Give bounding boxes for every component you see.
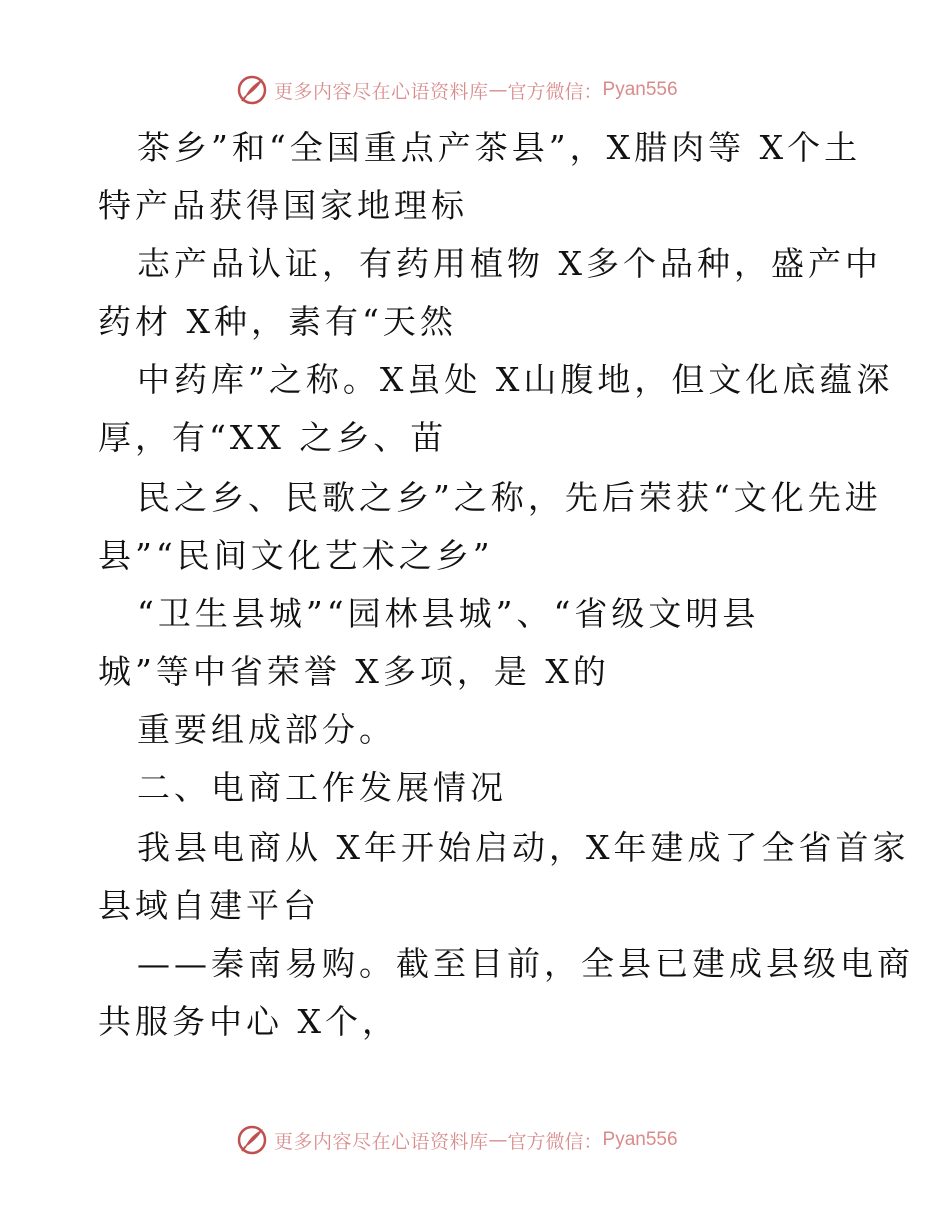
watermark-wechat-id: Pyan556: [602, 79, 678, 100]
quill-logo-icon: [236, 1124, 268, 1156]
body-line: ——秦南易购。截至目前，全县已建成县级电商: [137, 944, 914, 983]
body-line: 特产品获得国家地理标: [98, 186, 468, 225]
header-watermark: [236, 72, 678, 108]
watermark-wechat-id: Pyan556: [602, 1129, 678, 1150]
body-line: 我县电商从 X年开始启动，X年建成了全省首家: [137, 828, 910, 867]
watermark-separator: —: [488, 1129, 508, 1151]
watermark-separator: —: [488, 79, 508, 101]
body-line: 城”等中省荣誉 X多项，是 X的: [98, 652, 610, 691]
quill-logo-icon: [236, 74, 268, 106]
body-line: 药材 X种，素有“天然: [98, 302, 457, 341]
watermark-brand: 更多内容尽在心语资料库: [274, 80, 489, 103]
body-line: 中药库”之称。X虽处 X山腹地，但文化底蕴深: [137, 360, 894, 399]
body-line: 厚，有“XX 之乡、苗: [98, 418, 448, 457]
body-line: 民之乡、民歌之乡”之称，先后荣获“文化先进: [137, 478, 882, 517]
body-line: 茶乡”和“全国重点产茶县”，X腊肉等 X个土: [137, 128, 862, 167]
body-line: 县”“民间文化艺术之乡”: [98, 536, 494, 575]
body-line: “卫生县城”“园林县城”、“省级文明县: [137, 594, 760, 633]
watermark-official-label: 官方微信：: [507, 1130, 603, 1153]
body-line: 县域自建平台: [98, 886, 320, 925]
body-line: 共服务中心 X个，: [98, 1002, 399, 1041]
watermark-official-label: 官方微信：: [507, 80, 603, 103]
body-line: 重要组成部分。: [137, 710, 396, 749]
section-heading: 二、电商工作发展情况: [137, 768, 507, 807]
footer-watermark: [236, 1122, 678, 1158]
watermark-brand: 更多内容尽在心语资料库: [274, 1130, 489, 1153]
body-line: 志产品认证，有药用植物 X多个品种，盛产中: [137, 244, 882, 283]
